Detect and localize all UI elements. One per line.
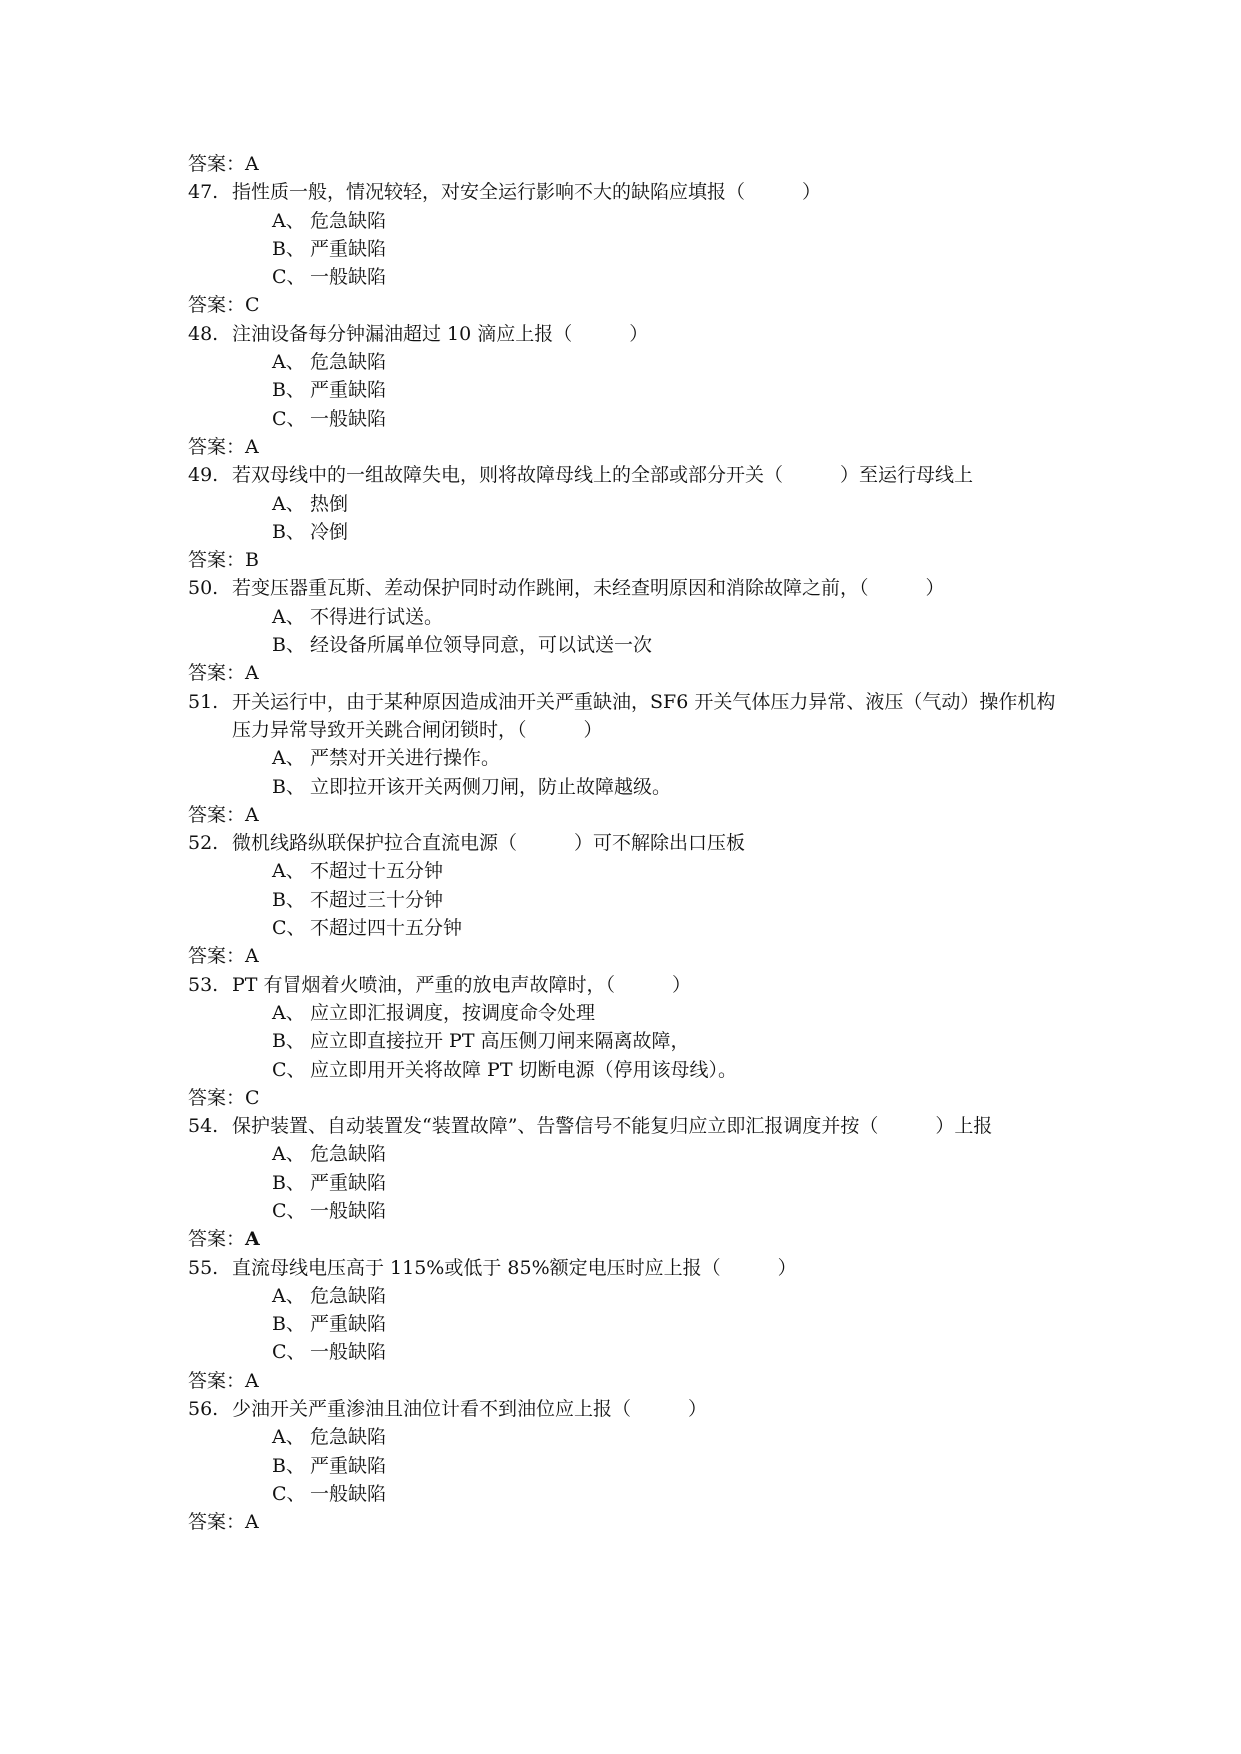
option-text: 一般缺陷 <box>310 1482 387 1505</box>
answer-line <box>188 1225 1068 1253</box>
question-number: 53. <box>188 973 219 996</box>
answer-value: A <box>245 1511 259 1534</box>
answer-value: B <box>245 549 259 572</box>
answer-value: A <box>245 1369 259 1392</box>
answer-value: A <box>245 1228 260 1251</box>
answer-option <box>188 235 1068 263</box>
option-text: 一般缺陷 <box>310 1199 387 1222</box>
answer-label: 答案： <box>188 1511 246 1534</box>
question-number: 55. <box>188 1256 219 1279</box>
question-item <box>188 461 1068 489</box>
answer-label: 答案： <box>188 1369 246 1392</box>
question-item <box>188 574 1068 602</box>
question-number: 51. <box>188 690 219 713</box>
answer-line <box>188 150 1068 178</box>
answer-option <box>188 886 1068 914</box>
option-text: 危急缺陷 <box>310 351 387 374</box>
option-text: 一般缺陷 <box>310 1341 387 1364</box>
question-list <box>188 150 1068 1537</box>
question-number: 47. <box>188 181 219 204</box>
option-text: 应立即汇报调度，按调度命令处理 <box>310 1001 596 1024</box>
answer-line <box>188 801 1068 829</box>
answer-option <box>188 1197 1068 1225</box>
question-item <box>188 1395 1068 1423</box>
question-text: 保护装置、自动装置发“装置故障”、告警信号不能复归应立即汇报调度并按（ ）上报 <box>232 1115 993 1138</box>
answer-option <box>188 1310 1068 1338</box>
question-item <box>188 178 1068 206</box>
option-text: 危急缺陷 <box>310 1143 387 1166</box>
answer-line <box>188 433 1068 461</box>
option-text: 严禁对开关进行操作。 <box>310 747 501 770</box>
answer-label: 答案： <box>188 549 246 572</box>
option-letter: C、 <box>272 1482 306 1505</box>
option-text: 热倒 <box>310 492 349 515</box>
question-text: 少油开关严重渗油且油位计看不到油位应上报（ ） <box>232 1398 708 1421</box>
question-number: 54. <box>188 1115 219 1138</box>
answer-option <box>188 405 1068 433</box>
answer-option <box>188 857 1068 885</box>
option-letter: B、 <box>272 1171 305 1194</box>
answer-option <box>188 1452 1068 1480</box>
option-text: 不超过十五分钟 <box>310 860 444 883</box>
option-text: 严重缺陷 <box>310 1313 387 1336</box>
question-text: 指性质一般，情况较轻，对安全运行影响不大的缺陷应填报（ ） <box>232 181 822 204</box>
option-text: 不得进行试送。 <box>310 605 444 628</box>
answer-option <box>188 999 1068 1027</box>
option-letter: A、 <box>272 209 305 232</box>
question-item <box>188 1254 1068 1282</box>
question-number: 50. <box>188 577 219 600</box>
answer-option <box>188 914 1068 942</box>
option-text: 应立即用开关将故障 PT 切断电源（停用该母线）。 <box>310 1058 738 1081</box>
answer-option <box>188 263 1068 291</box>
answer-option <box>188 490 1068 518</box>
answer-label: 答案： <box>188 1086 246 1109</box>
question-text: 注油设备每分钟漏油超过 10 滴应上报（ ） <box>232 322 649 345</box>
answer-line <box>188 291 1068 319</box>
answer-line <box>188 659 1068 687</box>
option-text: 一般缺陷 <box>310 266 387 289</box>
question-number: 48. <box>188 322 219 345</box>
option-text: 危急缺陷 <box>310 209 387 232</box>
option-text: 危急缺陷 <box>310 1426 387 1449</box>
option-letter: B、 <box>272 379 305 402</box>
answer-label: 答案： <box>188 945 246 968</box>
option-letter: A、 <box>272 747 305 770</box>
answer-value: C <box>245 1086 260 1109</box>
answer-label: 答案： <box>188 803 246 826</box>
option-text: 严重缺陷 <box>310 1171 387 1194</box>
option-text: 严重缺陷 <box>310 237 387 260</box>
question-text: 若双母线中的一组故障失电，则将故障母线上的全部或部分开关（ ）至运行母线上 <box>232 464 974 487</box>
question-text: PT 有冒烟着火喷油，严重的放电声故障时，（ ） <box>232 973 691 996</box>
answer-option <box>188 1282 1068 1310</box>
answer-option <box>188 207 1068 235</box>
option-letter: A、 <box>272 1143 305 1166</box>
option-letter: B、 <box>272 1030 305 1053</box>
option-letter: B、 <box>272 237 305 260</box>
answer-label: 答案： <box>188 662 246 685</box>
question-text: 若变压器重瓦斯、差动保护同时动作跳闸，未经查明原因和消除故障之前，（ ） <box>232 577 945 600</box>
question-number: 52. <box>188 832 219 855</box>
option-text: 应立即直接拉开 PT 高压侧刀闸来隔离故障， <box>310 1030 690 1053</box>
option-letter: C、 <box>272 266 306 289</box>
answer-value: A <box>245 435 259 458</box>
answer-option <box>188 603 1068 631</box>
option-letter: A、 <box>272 1426 305 1449</box>
answer-option <box>188 1056 1068 1084</box>
question-text: 直流母线电压高于 115%或低于 85%额定电压时应上报（ ） <box>232 1256 797 1279</box>
option-letter: C、 <box>272 917 306 940</box>
option-letter: B、 <box>272 520 305 543</box>
option-letter: A、 <box>272 351 305 374</box>
option-text: 经设备所属单位领导同意，可以试送一次 <box>310 634 653 657</box>
answer-value: A <box>245 153 259 175</box>
option-text: 严重缺陷 <box>310 1454 387 1477</box>
answer-option <box>188 773 1068 801</box>
option-letter: A、 <box>272 860 305 883</box>
option-letter: B、 <box>272 1313 305 1336</box>
answer-line <box>188 1367 1068 1395</box>
answer-value: A <box>245 662 259 685</box>
question-item <box>188 688 1068 745</box>
answer-option <box>188 376 1068 404</box>
question-text: 开关运行中，由于某种原因造成油开关严重缺油，SF6 开关气体压力异常、液压（气动）操作机构压力异常导致开关跳合闸闭锁时，（ ） <box>232 690 1056 741</box>
option-text: 不超过四十五分钟 <box>310 917 463 940</box>
answer-value: C <box>245 294 260 317</box>
question-item <box>188 829 1068 857</box>
answer-option <box>188 1169 1068 1197</box>
option-letter: C、 <box>272 1341 306 1364</box>
option-text: 不超过三十分钟 <box>310 888 444 911</box>
option-text: 立即拉开该开关两侧刀闸，防止故障越级。 <box>310 775 672 798</box>
option-letter: B、 <box>272 1454 305 1477</box>
question-number: 49. <box>188 464 219 487</box>
question-item <box>188 320 1068 348</box>
answer-option <box>188 348 1068 376</box>
answer-option <box>188 744 1068 772</box>
option-letter: C、 <box>272 1058 306 1081</box>
option-letter: A、 <box>272 605 305 628</box>
option-letter: A、 <box>272 492 305 515</box>
answer-option <box>188 1480 1068 1508</box>
answer-option <box>188 1338 1068 1366</box>
option-letter: A、 <box>272 1284 305 1307</box>
answer-option <box>188 1140 1068 1168</box>
question-item <box>188 1112 1068 1140</box>
answer-value: A <box>245 945 259 968</box>
question-text: 微机线路纵联保护拉合直流电源（ ）可不解除出口压板 <box>232 832 746 855</box>
option-letter: C、 <box>272 407 306 430</box>
option-letter: B、 <box>272 775 305 798</box>
answer-option <box>188 1423 1068 1451</box>
answer-option <box>188 1027 1068 1055</box>
answer-option <box>188 518 1068 546</box>
answer-line <box>188 1084 1068 1112</box>
answer-label: 答案： <box>188 153 246 175</box>
question-number: 56. <box>188 1398 219 1421</box>
option-text: 一般缺陷 <box>310 407 387 430</box>
question-item <box>188 971 1068 999</box>
answer-line <box>188 546 1068 574</box>
answer-label: 答案： <box>188 294 246 317</box>
answer-label: 答案： <box>188 435 246 458</box>
option-letter: A、 <box>272 1001 305 1024</box>
option-letter: C、 <box>272 1199 306 1222</box>
answer-line <box>188 1508 1068 1536</box>
answer-line <box>188 942 1068 970</box>
option-letter: B、 <box>272 888 305 911</box>
option-text: 冷倒 <box>310 520 349 543</box>
answer-value: A <box>245 803 259 826</box>
option-text: 危急缺陷 <box>310 1284 387 1307</box>
option-letter: B、 <box>272 634 305 657</box>
answer-option <box>188 631 1068 659</box>
option-text: 严重缺陷 <box>310 379 387 402</box>
answer-label: 答案： <box>188 1228 246 1251</box>
